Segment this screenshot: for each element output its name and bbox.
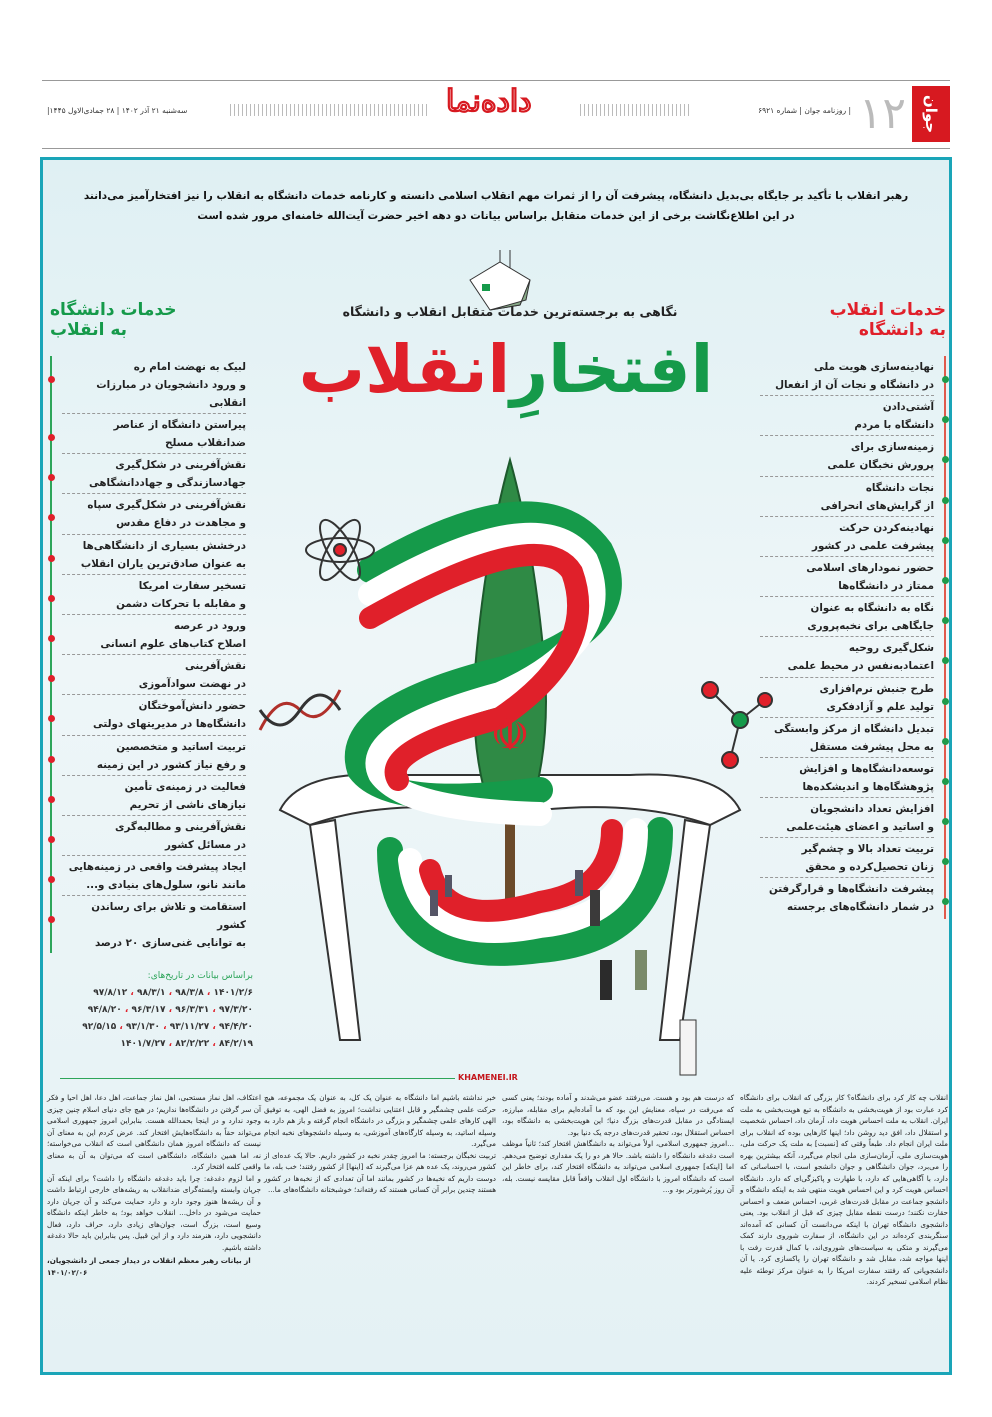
list-item-line: به عنوان صادق‌ترین یاران انقلاب <box>80 557 246 570</box>
list-item-line: به توانایی غنی‌سازی ۲۰ درصد <box>94 937 246 950</box>
list-item-line: و اساتید و اعضای هیئت‌علمی <box>786 821 934 834</box>
list-item-line: به محل پیشرفت مستقل <box>809 740 934 753</box>
article-column-1 <box>740 1092 948 1288</box>
list-item-line: نیازهای ناشی از تحریم <box>129 798 246 811</box>
list-item <box>760 678 934 718</box>
services-list <box>760 356 946 919</box>
list-item <box>62 896 246 953</box>
header-hatch <box>580 104 690 116</box>
list-item-line: حضور نمودارهای اسلامی <box>806 561 934 574</box>
list-item <box>62 856 246 896</box>
subtitle: نگاهی به برجسته‌ترین خدمات متقابل انقلاب و دانشگاه <box>342 304 678 319</box>
list-item <box>62 695 246 735</box>
revolution-to-university-column <box>760 300 946 919</box>
list-item-line: پیراستن دانشگاه از عناصر <box>113 419 246 431</box>
source-credit: KHAMENEI.IR <box>458 1073 518 1082</box>
list-item <box>760 597 934 637</box>
article-column-2 <box>502 1092 734 1196</box>
timeline-dot-icon <box>48 796 55 803</box>
date: ۹۴/۴/۲۰ <box>218 1022 253 1032</box>
list-item-line: ایجاد پیشرفت واقعی در زمینه‌هایی <box>68 861 246 874</box>
list-item-line: تربیت تعداد بالا و چشم‌گیر <box>801 843 934 856</box>
list-item-line: افزایش تعداد دانشجویان <box>810 803 934 816</box>
list-item <box>62 535 246 575</box>
list-item <box>62 414 246 454</box>
article-column-4 <box>47 1092 261 1278</box>
list-item-line: و ورود دانشجویان در مبارزات انقلابی <box>96 379 246 409</box>
timeline-dot-icon <box>942 898 949 905</box>
header-hatch <box>230 104 430 116</box>
date: ۱۴۰۱/۲/۶ <box>213 988 253 998</box>
timeline-dot-icon <box>942 617 949 624</box>
column-title-line: به دانشگاه <box>858 320 946 340</box>
paragraph: تربیت نخبگان برجسته: ما امروز چقدر نخبه در کشور داریم. حالا یک عده‌ای از کشور می‌روند، یک عده هم عزا می‌گیرند که [اینها] از کشور رفتند؛ خب بله، ما دوست داریم که نخبه‌ها در کشور بمانند اما آن تعدادی که از نخبه‌ها در کشور هستند چندین برابر آن کسانی هستند که رفته‌اند؛ خوشبختانه دانشگاه‌های ما... <box>264 1150 496 1194</box>
services-list <box>50 356 246 953</box>
date: ۱۴۰۱/۷/۲۷ <box>120 1039 166 1049</box>
timeline-dot-icon <box>942 497 949 504</box>
list-item-line: و مجاهدت در دفاع مقدس <box>116 517 246 530</box>
timeline-dot-icon <box>942 818 949 825</box>
timeline-dot-icon <box>942 537 949 544</box>
column-title-line: خدمات دانشگاه <box>50 300 177 320</box>
list-item-line: ممتاز در دانشگاه‌ها <box>838 579 934 592</box>
list-item-line: دانشگاه با مردم <box>854 419 934 432</box>
list-item <box>760 436 934 476</box>
list-item-line: جایگاهی برای نخبه‌پروری <box>807 620 934 633</box>
timeline-dot-icon <box>942 778 949 785</box>
list-item-line: نقش‌آفرینی و مطالبه‌گری <box>115 820 246 833</box>
intro-line: در این اطلاع‌نگاشت برخی از این خدمات متقابل براساس بیانات دو دهه اخیر حضرت آیت‌الله خامنه‌ای مرور شده است <box>197 210 795 222</box>
header-bottom-rule <box>42 148 950 149</box>
date-separator: ، <box>160 1022 170 1032</box>
timeline-dot-icon <box>942 416 949 423</box>
list-item <box>760 557 934 597</box>
list-item-line: نقش‌آفرینی <box>185 660 246 673</box>
page-number: ۱۲ <box>858 88 906 139</box>
list-item-line: جهادسازندگی و جهاددانشگاهی <box>88 477 246 490</box>
date: ۸۲/۲/۲۲ <box>175 1039 210 1049</box>
date-separator: ، <box>121 1005 132 1015</box>
list-item <box>760 838 934 878</box>
list-item-line: زنان تحصیل‌کرده و محقق <box>805 861 934 874</box>
list-item-line: مانند نانو، سلول‌های بنیادی و... <box>86 879 246 892</box>
list-item <box>62 776 246 816</box>
date: ۸۴/۲/۱۹ <box>218 1039 253 1049</box>
date: ۹۸/۳/۱ <box>136 988 166 998</box>
date: ۹۸/۳/۸ <box>175 988 204 998</box>
date: ۹۷/۳/۲۰ <box>218 1005 253 1015</box>
list-item <box>760 477 934 517</box>
list-item-line: نقش‌آفرینی در شکل‌گیری <box>115 459 246 472</box>
list-item-line: درخشش بسیاری از دانشگاهی‌ها <box>82 539 246 552</box>
list-item-line: طرح جنبش نرم‌افزاری <box>819 682 934 695</box>
list-item <box>760 798 934 838</box>
date-separator: ، <box>165 1005 176 1015</box>
list-item-line: ورود در عرصه <box>173 619 246 632</box>
column-title <box>50 300 246 340</box>
dates-row <box>48 985 253 1002</box>
paragraph: که درست هم بود و هست. می‌رفتند عضو می‌شدند و آماده بودند؛ یعنی کسی که می‌رفت در سپاه، معنایش این بود که ما آماده‌ایم برای مقابله، مبارزه، ایستادگی در مقابل قدرت‌های بزرگ دنیا؛ این هویت‌بخشی به دانشگاه بود، احساس استقلال بود، تحقیر قدرت‌های درجه یک دنیا بود. <box>502 1093 734 1137</box>
list-item-line: پژوهشگاه‌ها و اندیشکده‌ها <box>802 780 934 793</box>
timeline-dot-icon <box>942 657 949 664</box>
timeline-dot-icon <box>942 858 949 865</box>
hanging-box-icon <box>470 250 530 310</box>
column-title-line: خدمات انقلاب <box>829 300 946 320</box>
date: ۹۲/۵/۱۵ <box>82 1022 117 1032</box>
column-title-line: به انقلاب <box>50 320 128 340</box>
list-item-line: از گرایش‌های انحرافی <box>820 499 934 512</box>
source-dates <box>48 968 253 1053</box>
list-item-line: تسخیر سفارت امریکا <box>138 579 246 592</box>
paragraph: ...امروز جمهوری اسلامی، اولاً می‌تواند به دانشگاهش افتخار کند؛ ثانیاً موظف است دغدغه دانشگاه را داشته باشد. حالا هر دو را یک مقداری توضیح می‌دهم. اما [اینکه] جمهوری اسلامی می‌تواند به دانشگاه افتخار کند، برای خاطر این است که دانشگاه امروز با دانشگاه اول انقلاب واقعاً قابل مقایسه نیست. بله، آن روز پُرشورتر بود و... <box>502 1139 734 1194</box>
intro-line: رهبر انقلاب با تأکید بر جایگاه بی‌بدیل دانشگاه، پیشرفت آن را از ثمرات مهم انقلاب اسلامی دانسته و کارنامه خدمات دانشگاه به انقلاب را نیز افتخارآمیز می‌دانند <box>83 190 909 202</box>
issue-info: | روزنامه جوان | شماره ۶۹۲۱ <box>755 106 854 115</box>
quote-source: از بیانات رهبر معظم انقلاب در دیدار جمعی از دانشجویان، ۱۴۰۱/۰۲/۰۶ <box>47 1256 251 1277</box>
date: ۹۶/۳/۱۷ <box>131 1005 166 1015</box>
list-item-line: نگاه به دانشگاه به عنوان <box>810 602 934 615</box>
list-item-line: تربیت اساتید و متخصصین <box>116 740 246 753</box>
list-item-line: و رفع نیاز کشور در این زمینه <box>96 758 246 771</box>
timeline-dot-icon <box>942 698 949 705</box>
list-item-line: اصلاح کتاب‌های علوم انسانی <box>100 637 246 650</box>
dates-row <box>48 1019 253 1036</box>
divider-line <box>60 1078 455 1079</box>
timeline-dot-icon <box>48 715 55 722</box>
date: ۹۶/۳/۳۱ <box>175 1005 210 1015</box>
dna-icon <box>260 690 340 730</box>
list-item-line: پرورش نخبگان علمی <box>827 459 934 472</box>
date-separator: ، <box>203 988 214 998</box>
paragraph: و اما لزوم دغدغه: چرا باید دغدغه دانشگاه را داشت؟ برای اینکه آن جریان وابسته وابسته‌گرای ضدانقلاب به ریشه‌های خارجی ارتباط داشت و آن ریشه‌ها هنوز وجود دارد و دارد حمایت می‌کند و آن جریان دارد حمایت می‌شود در داخل... انقلاب خواهد بود؛ به خاطر اینکه دانشگاه وسیع است، بزرگ است، جوان‌های زیادی دارد، حراف دارد، فعال دانشجویی دارد، هنرمند دارد و از این قبیل. پس بنابراین باید حالا دغدغه داشته باشیم. <box>47 1173 261 1252</box>
title-part-red: انقلاب <box>298 331 511 408</box>
iran-emblem-icon: ☫ <box>490 710 530 761</box>
list-item-line: فعالیت در زمینه‌ی تأمین <box>124 780 246 793</box>
list-item-line: استقامت و تلاش برای رساندن کشور <box>91 901 246 932</box>
list-item <box>760 517 934 557</box>
newspaper-logo: جوان <box>912 86 950 142</box>
paragraph: خبر نداشته باشیم اما دانشگاه به عنوان یک کل، به عنوان یک مجموعه، هیچ حرکت علمی چشمگیر و قابل اعتنایی نداشت؛ امروز به فضل الهی، به توفیق الهی کارهای علمی چشمگیر و بزرگی در دانشگاه انجام گرفته و باز هم دارد به وسیله اساتید، به وسیله کارگاه‌های آموزشی، به وسیله دانشجوهای نخبه انجام می‌گیرد. <box>264 1093 496 1148</box>
issue-date: سه‌شنبه ۲۱ آذر ۱۴۰۲ | ۲۸ جمادی‌الاول ۱۴۴۵| <box>44 106 190 115</box>
list-item <box>760 758 934 798</box>
date: ۹۴/۸/۲۰ <box>87 1005 122 1015</box>
list-item-line: نجات دانشگاه <box>865 481 934 494</box>
list-item <box>62 356 246 414</box>
dates-row <box>48 1036 253 1053</box>
date-separator: ، <box>209 1005 219 1015</box>
dates-label: براساس بیانات در تاریخ‌های: <box>147 971 253 981</box>
paragraph: انقلاب چه کار کرد برای دانشگاه؟ کار بزرگی که انقلاب برای دانشگاه کرد عبارت بود از هویت‌بخشی به دانشگاه به تبع هویت‌بخشی به ملت ایران. انقلاب به ملت احساس هویت داد، آرمان داد، احساس شخصیت و استقلال داد، افق دید روشن داد؛ اینها کارهایی بوده که انقلاب برای ملت ایران انجام داد. طبعاً وقتی که [نسبت] به ملت یک حرکت ملی، هویت‌سازی ملی، آرمان‌سازی ملی انجام می‌گیرد، آنکه بیشترین بهره را می‌برد، جوان دانشگاهی و جوان دانشجو است، با احساساتی که دارد، با آگاهی‌هایی که دارد، با طهارت و پاکیزگی‌ای که دارد. دانشگاه احساس هویت کرد و این احساس هویت منتهی شد به اینکه دانشگاه و دانشجو جماعت در مقابل قدرت‌های غربی، احساس ضعف و احساس حقارت نکنند؛ درست نقطه مقابل چیزی که قبل از انقلاب بود. یعنی دانشجوی دانشگاه تهران با اینکه می‌دانست آن کسانی که آمده‌اند سنگربندی کرده‌اند در این دانشگاه، از سفارت شوروی دارند کمک می‌گیرند و متکی به سیاست‌های شوروی‌اند، با کمال قدرت رفت با اینها مواجه شد، مقابل شد و دانشگاه تهران را پاکسازی کرد. یا آن دانشجویانی که رفتند سفارت امریکا را به عنوان مرکز توطئه علیه نظام اسلامی تسخیر کردند. <box>740 1093 948 1286</box>
timeline-dot-icon <box>48 916 55 923</box>
list-item-line: پیشرفت علمی در کشور <box>812 539 934 552</box>
list-item <box>760 878 934 918</box>
main-title <box>258 325 754 415</box>
timeline-dot-icon <box>48 595 55 602</box>
article-column-3 <box>264 1092 496 1196</box>
list-item-line: اعتمادبه‌نفس در محیط علمی <box>787 660 934 673</box>
list-item-line: توسعه‌دانشگاه‌ها و افزایش <box>799 762 934 775</box>
timeline-dot-icon <box>48 434 55 441</box>
list-item-line: در شمار دانشگاه‌های برجسته <box>787 901 934 914</box>
timeline-dot-icon <box>48 376 55 383</box>
list-item <box>62 655 246 695</box>
list-item-line: در نهضت سوادآموزی <box>138 678 246 691</box>
list-item <box>62 454 246 494</box>
paragraph: اعتکاف، اهل نماز مستحبی، اهل نماز جماعت، اهل دعا، اهل احیا و فکر آن سر گرفتن در دانشگاه‌ها نداریم؛ در هیچ جای دنیای اسلام چنین چیزی وجود ندارد و در اینجا بحمدالله هست. بنابراین امروز جمهوری اسلامی می‌تواند حقاً به دانشگاه‌هایش افتخار کند. عرض کردم این به معنای آن نیست که دانشگاه امروز همان دانشگاهی است که انقلاب می‌خواسته؛ نه، اما همین دانشگاه، دانشگاهی است که می‌توان به آن به معنای واقعی کلمه افتخار کرد. <box>47 1093 261 1171</box>
list-item <box>760 637 934 677</box>
list-item-line: شکل‌گیری روحیه <box>848 642 934 655</box>
timeline-dot-icon <box>942 376 949 383</box>
list-item-line: آشتی‌دادن <box>882 401 934 414</box>
list-item-line: لبیک به نهضت امام ره <box>133 361 246 373</box>
title-part-green: افتخارِ <box>510 331 714 408</box>
university-to-revolution-column <box>50 300 246 953</box>
timeline-dot-icon <box>48 474 55 481</box>
list-item-line: در مسائل کشور <box>164 838 246 851</box>
list-item-line: نهادینه‌کردن حرکت <box>839 521 934 534</box>
date-separator: ، <box>209 1039 219 1049</box>
list-item-line: و مقابله با تحرکات دشمن <box>116 597 246 610</box>
list-item <box>760 718 934 758</box>
list-item <box>62 494 246 534</box>
dates-row <box>48 1002 253 1019</box>
list-item-line: نقش‌آفرینی در شکل‌گیری سپاه <box>87 499 246 512</box>
header-top-rule <box>42 80 950 81</box>
list-item-line: نهادینه‌سازی هویت ملی <box>813 361 934 373</box>
date: ۹۷/۸/۱۲ <box>93 988 128 998</box>
timeline-dot-icon <box>48 836 55 843</box>
list-item <box>760 356 934 396</box>
list-item-line: ضدانقلاب مسلح <box>165 437 246 449</box>
list-item <box>62 615 246 655</box>
column-title <box>760 300 946 340</box>
list-item <box>760 396 934 436</box>
list-item <box>62 816 246 856</box>
list-item <box>62 575 246 615</box>
list-item-line: حضور دانش‌آموختگان <box>138 700 246 713</box>
timeline-dot-icon <box>48 555 55 562</box>
list-item-line: دانشگاه‌ها در مدیریتهای دولتی <box>92 718 246 731</box>
list-item-line: در دانشگاه و نجات آن از انفعال <box>775 379 934 391</box>
date: ۹۳/۱۱/۲۷ <box>169 1022 210 1032</box>
section-title: داده‌نما <box>446 84 532 119</box>
date-separator: ، <box>209 1022 219 1032</box>
timeline-dot-icon <box>942 577 949 584</box>
date-separator: ، <box>116 1022 126 1032</box>
list-item-line: تبدیل دانشگاه از مرکز وابستگی <box>773 722 934 735</box>
timeline-dot-icon <box>942 456 949 463</box>
list-item-line: تولید علم و آزادفکری <box>826 700 934 713</box>
timeline-dot-icon <box>48 876 55 883</box>
timeline-dot-icon <box>942 738 949 745</box>
timeline-dot-icon <box>48 756 55 763</box>
list-item <box>62 736 246 776</box>
timeline-dot-icon <box>48 514 55 521</box>
list-item-line: زمینه‌سازی برای <box>850 441 934 454</box>
date-separator: ، <box>165 1039 176 1049</box>
list-item-line: پیشرفت دانشگاه‌ها و قرارگرفتن <box>768 883 934 896</box>
timeline-dot-icon <box>48 635 55 642</box>
intro-text <box>70 186 922 226</box>
date-separator: ، <box>127 988 137 998</box>
date-separator: ، <box>165 988 176 998</box>
timeline-dot-icon <box>48 675 55 682</box>
date: ۹۳/۱/۳۰ <box>125 1022 161 1032</box>
